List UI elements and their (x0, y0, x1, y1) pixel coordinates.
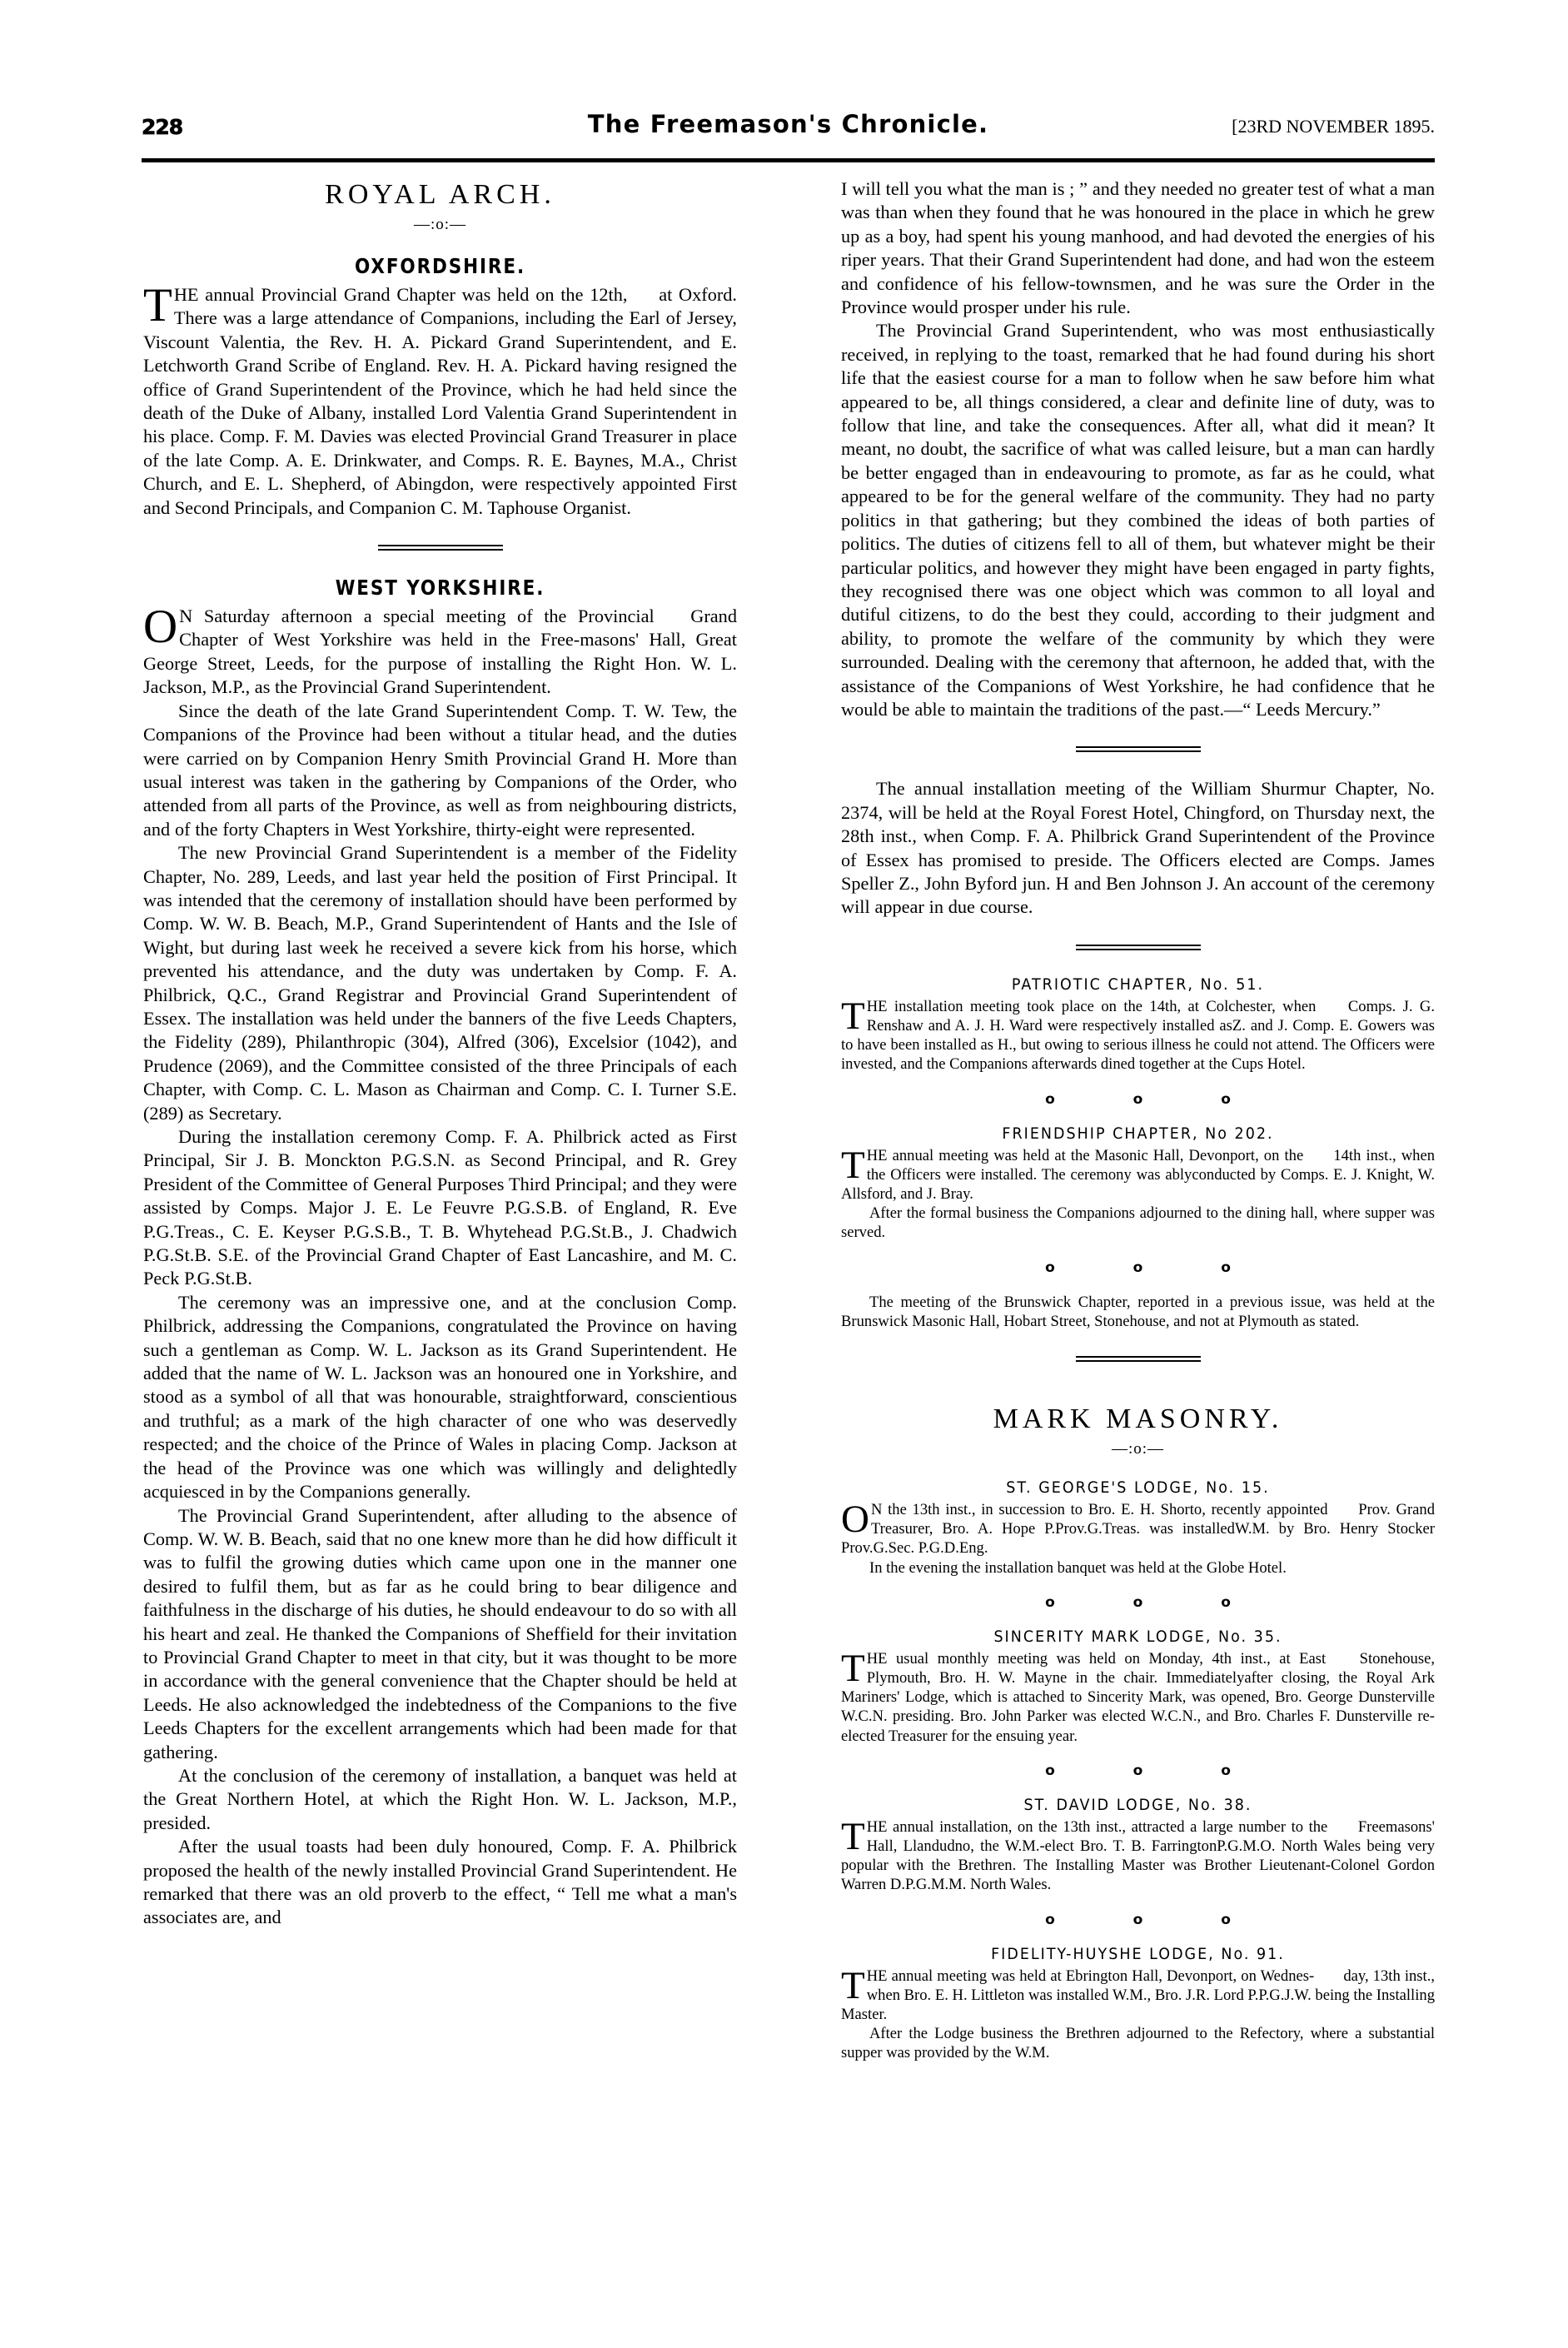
west-yorkshire-paragraph-8: After the usual toasts had been duly honoured, Comp. F. A. Philbrick proposed the health of the newly installed Provincial Grand Superintendent. He remarked that there was an old proverb to the effect, “ Tell me what a man's associates are, and (143, 1836, 737, 1928)
west-yorkshire-paragraph-3: The new Provincial Grand Superintendent is a member of the Fidelity Chapter, No. 289, Leeds, and last year held the position of First Principal. It was intended that the ceremony of installation should have been performed by Comp. W. W. B. Beach, M.P., Grand Superintendent of Hants and the Isle of Wight, but during last week he received a severe kick from his horse, which prevented his attendance, and the duty was undertaken by Comp. F. A. Philbrick, Q.C., Grand Registrar and Provincial Grand Superintendent of Essex. The installation was held under the banners of the five Leeds Chapters, the Fidelity (289), Philanthropic (304), Alfred (306), Excelsior (1042), and Prudence (2069), and the Committee consisted of the three Principals of each Chapter, with Comp. C. L. Mason as Chairman and Comp. C. I. Turner S.E. (289) as Secretary. (143, 842, 737, 1124)
west-yorkshire-paragraph-1 (143, 601, 737, 700)
fidelity-huyshe-lodge-report (841, 1963, 1435, 2025)
paragraph-second-line: Prov. Grand Treasurer, Bro. A. Hope P.Prov.G.Treas. was installed (870, 1501, 1435, 1538)
continued-paragraph-1: I will tell you what the man is ; ” and they needed no greater test of what a man was than when they found that he was honoured in the place in which he grew up as a boy, had spent his young manhood, and had devoted the energies of his riper years. That their Grand Superintendent had done, and had won the esteem and confidence of his fellow-townsmen, and he was sure the Order in the Province would prosper under his rule. (841, 178, 1435, 318)
heading-fidelity-huyshe-lodge: FIDELITY-HUYSHE LODGE, No. 91. (991, 1944, 1285, 1963)
friendship-chapter-report (841, 1143, 1435, 1204)
fidelity-huyshe-lodge-paragraph-2: After the Lodge business the Brethren adjourned to the Refectory, where a substantial supper was provided by the W.M. (841, 2025, 1435, 2062)
patriotic-chapter-report (841, 994, 1436, 1074)
column-left (143, 177, 737, 1930)
west-yorkshire-paragraph-5: The ceremony was an impressive one, and at the conclusion Comp. Philbrick, addressing the Companions, congratulated the Province on having such a gentleman as Comp. W. L. Jackson as its Grand Superintendent. He added that the name of W. L. Jackson was an honoured one in Yorkshire, and stood as a symbol of all that was honourable, straightforward, conscientious and truthful; as a mark of the high character of one who was deservedly respected; and the choice of the Prince of Wales in placing Comp. Jackson at the head of the Province was one which was willingly and delightedly acquiesced in by the Companions generally. (143, 1291, 737, 1503)
page-number: 228 (142, 115, 183, 139)
drop-cap: O (143, 601, 178, 654)
heading-west-yorkshire: WEST YORKSHIRE. (335, 576, 545, 601)
dot-separator: o o o (1045, 1593, 1267, 1611)
issue-date-text: [23RD NOVEMBER 1895. (1232, 116, 1435, 137)
section-separator (1076, 945, 1201, 950)
paragraph-second-line: 14th inst., when the Officers were installed. The ceremony was ably (866, 1146, 1435, 1184)
issue-date (1232, 116, 1435, 137)
paragraph-opening: HE usual monthly meeting was held on Monday, 4th inst., at East (866, 1649, 1327, 1668)
heading-patriotic-chapter: PATRIOTIC CHAPTER, No. 51. (1011, 975, 1265, 994)
heading-st-david-lodge: ST. DAVID LODGE, No. 38. (1023, 1795, 1252, 1814)
paragraph-second-line: Freemasons' Hall, Llandudno, the W.M.-elect Bro. T. B. Farrington (866, 1817, 1435, 1856)
paragraph-opening: HE annual meeting was held at Ebrington Hall, Devonport, on Wednes- (866, 1967, 1315, 1985)
west-yorkshire-paragraph-4: During the installation ceremony Comp. F. A. Philbrick acted as First Principal, Sir J. B. Monckton P.G.S.N. as Second Principal, and R. Grey President of the Committee of General Purposes Third Principal; and they were assisted by Comps. Major J. E. Le Feuvre P.G.S.B. of England, R. Eve P.G.Treas., C. E. Keyser P.G.S.B., T. B. Whytehead P.G.St.B., J. Chadwich P.G.St.B. S.E. of the Provincial Grand Chapter of East Lancashire, and M. C. Peck P.G.St.B. (143, 1126, 737, 1289)
paragraph-second-line: Comps. J. G. Renshaw and A. J. H. Ward were respectively installed as (866, 997, 1435, 1034)
west-yorkshire-paragraph-7: At the conclusion of the ceremony of installation, a banquet was held at the Great Northern Hotel, at which the Right Hon. W. L. Jackson, M.P., presided. (143, 1764, 737, 1833)
heading-st-georges-lodge: ST. GEORGE'S LODGE, No. 15. (1006, 1478, 1270, 1498)
paragraph-body: conducted by Comps. E. J. Knight, W. Allsford, and J. Bray. (841, 1165, 1435, 1203)
paragraph-second-line: at Oxford. (659, 284, 737, 305)
william-shurmur-notice: The annual installation meeting of the William Shurmur Chapter, No. 2374, will be held at the Royal Forest Hotel, Chingford, on Thursday next, the 28th inst., when Comp. F. A. Philbrick Grand Superintendent of the Province of Essex has promised to preside. The Officers elected are Comps. James Speller Z., John Byford jun. H and Ben Johnson J. An account of the ceremony will appear in due course. (841, 778, 1435, 918)
heading-sincerity-mark-lodge: SINCERITY MARK LODGE, No. 35. (993, 1627, 1282, 1646)
paragraph-body: W.M. by Bro. Henry Stocker Prov.G.Sec. P.G.D.Eng. (841, 1520, 1435, 1558)
paragraph-body: R. Lord P.P.G.J.W. being the Installing Master. (841, 1986, 1435, 2024)
paragraph-body: There was a large attendance of Companions, including the Earl of Jersey, Viscount Valentia, the Rev. H. A. Pickard Grand Superintendent, and E. Letchworth Grand Scribe of England. Rev. H. A. Pickard having resigned the office of Grand Superintendent of the Province, which he had held since the death of the Duke of Albany, installed Lord Valentia Grand Superintendent in his place. Comp. F. M. Davies was elected Provincial Grand Treasurer in place of the late Comp. A. E. Drinkwater, and Comps. R. E. Baynes, M.A., Christ Church, and E. L. Shepherd, of Abingdon, were respectively appointed First and Second Principals, and Companion C. M. Taphouse Organist. (143, 307, 737, 518)
st-david-lodge-report (841, 1814, 1435, 1895)
paragraph-opening: HE annual installation, on the 13th inst., attracted a large number to the (866, 1817, 1328, 1836)
section-separator (1076, 746, 1201, 752)
drop-cap: T (841, 1814, 865, 1858)
section-separator (378, 545, 503, 551)
west-yorkshire-paragraph-2: Since the death of the late Grand Superintendent Comp. T. W. Tew, the Companions of the Province had been without a titular head, and the duties were carried on by Companion Henry Smith Provincial Grand H. More than usual interest was taken in the gathering by Companions of the Order, who attended from all parts of the Province, as well as from neighbouring districts, and of the forty Chapters in West Yorkshire, thirty-eight were represented. (143, 700, 737, 840)
heading-oxfordshire: OXFORDSHIRE. (354, 254, 526, 278)
dot-separator: o o o (1045, 1259, 1267, 1276)
drop-cap: T (841, 994, 865, 1038)
st-georges-lodge-paragraph-2: In the evening the installation banquet was held at the Globe Hotel. (869, 1558, 1287, 1577)
paragraph-opening: HE annual meeting was held at the Masonic Hall, Devonport, on the (866, 1146, 1304, 1164)
friendship-chapter-paragraph-2: After the formal business the Companions adjourned to the dining hall, where supper was served. (841, 1204, 1435, 1242)
west-yorkshire-paragraph-6: The Provincial Grand Superintendent, after alluding to the absence of Comp. W. W. B. Beach, said that no one knew more than he did how difficult it was to fulfil the growing duties which came upon one in the manner one desired to fulfil them, but as far as he could bring to bear diligence and faithfulness in the discharge of his duties, he should endeavour to do so with all his heart and zeal. He thanked the Companions of Sheffield for their invitation to Provincial Grand Chapter to meet in that city, but it was thought to be more in accordance with the general convenience that the Chapter should be held at Leeds. He also acknowledged the indebtedness of the Companions to the five Leeds Chapters for the excellent arrangements which had been made for that gathering. (143, 1504, 737, 1762)
paragraph-second-line: day, 13th inst., when Bro. E. H. Littleton was installed W.M., Bro. J. (866, 1967, 1435, 2004)
heading-friendship-chapter: FRIENDSHIP CHAPTER, No 202. (1002, 1124, 1274, 1143)
brunswick-chapter-correction: The meeting of the Brunswick Chapter, reported in a previous issue, was held at the Brunswick Masonic Hall, Hobart Street, Stonehouse, and not at Plymouth as stated. (841, 1293, 1435, 1330)
paragraph-body: P.G.M.O. North Wales being very popular with the Brethren. The Installing Master was Brother Lieutenant-Colonel Gordon Warren D.P.G.M.M. North Wales. (841, 1837, 1435, 1894)
column-right (841, 177, 1435, 2063)
ornament-divider: —:o:— (413, 216, 467, 233)
oxfordshire-paragraph (143, 279, 737, 520)
dot-separator: o o o (1045, 1762, 1267, 1779)
paragraph-opening: N the 13th inst., in succession to Bro. E. H. Shorto, recently appointed (870, 1501, 1328, 1519)
dot-separator: o o o (1045, 1090, 1267, 1108)
paragraph-opening: N Saturday afternoon a special meeting of the Provincial (179, 606, 655, 627)
paragraph-second-line: Stonehouse, Plymouth, Bro. H. W. Mayne in the chair. Immediately (866, 1649, 1435, 1687)
page-masthead (142, 110, 1435, 153)
drop-cap: T (841, 1963, 865, 2007)
st-georges-lodge-report (841, 1500, 1435, 1558)
paragraph-body: Z. and J. Comp. E. Gowers was to have been installed as H., but owing to serious illness he could not attend. The Officers were invested, and the Companions afterwards dined together at the Cups Hotel. (841, 1016, 1436, 1074)
ornament-divider: —:o:— (1111, 1440, 1165, 1458)
section-separator (1076, 1356, 1201, 1362)
drop-cap: O (841, 1498, 869, 1542)
dot-separator: o o o (1045, 1911, 1267, 1928)
drop-cap: T (841, 1646, 865, 1690)
paragraph-second-line: Grand Chapter of West Yorkshire was held in the Free- (179, 606, 737, 651)
drop-cap: T (841, 1143, 865, 1187)
section-title-royal-arch: ROYAL ARCH. (325, 179, 555, 210)
paragraph-body: masons' Hall, Great George Street, Leeds, for the purpose of installing the Right Hon. W. L. Jackson, M.P., as the Provincial Grand Superintendent. (143, 629, 737, 698)
drop-cap: T (143, 279, 172, 332)
paragraph-body: after closing, the Royal Ark Mariners' Lodge, which is attached to Sincerity Mark, was opened, Bro. George Dunsterville W.C.N. presiding. Bro. John Parker was elected W.C.N., and Bro. Charles F. Dunsterville re-elected Treasurer for the ensuing year. (841, 1669, 1435, 1745)
section-title-mark-masonry: MARK MASONRY. (993, 1403, 1283, 1435)
paragraph-opening: HE installation meeting took place on the 14th, at Colchester, when (866, 997, 1317, 1015)
publication-title: The Freemason's Chronicle. (587, 110, 989, 138)
sincerity-mark-lodge-report (841, 1646, 1435, 1746)
paragraph-opening: HE annual Provincial Grand Chapter was held on the 12th, (173, 284, 628, 305)
masthead-rule (142, 158, 1435, 162)
continued-paragraph-2: The Provincial Grand Superintendent, who was most enthusiastically received, in replying to the toast, remarked that he had found during his short life that the easiest course for a man to follow when he saw before him what appeared to be, all things considered, a clear and definite line of duty, was to follow that line, and take the consequences. After all, what did it mean? It meant, no doubt, the sacrifice of what was called leisure, but a man can hardly be better engaged than in endeavouring to promote, as far as he could, what appeared to be for the general welfare of the community. They had no party politics in that gathering; but they combined the ideas of both parties of politics. The duties of citizens fell to all of them, but whatever might be their particular politics, and however they might have been engaged in party fights, they recognised there was one object which was common to all loyal and dutiful citizens, to do the best they could, according to their judgment and ability, to promote the welfare of the community by which they were surrounded. Dealing with the ceremony that afternoon, he added that, with the assistance of the Companions of West Yorkshire, he had confidence that he would be able to maintain the traditions of the past.—“ Leeds Mercury.” (841, 320, 1435, 720)
